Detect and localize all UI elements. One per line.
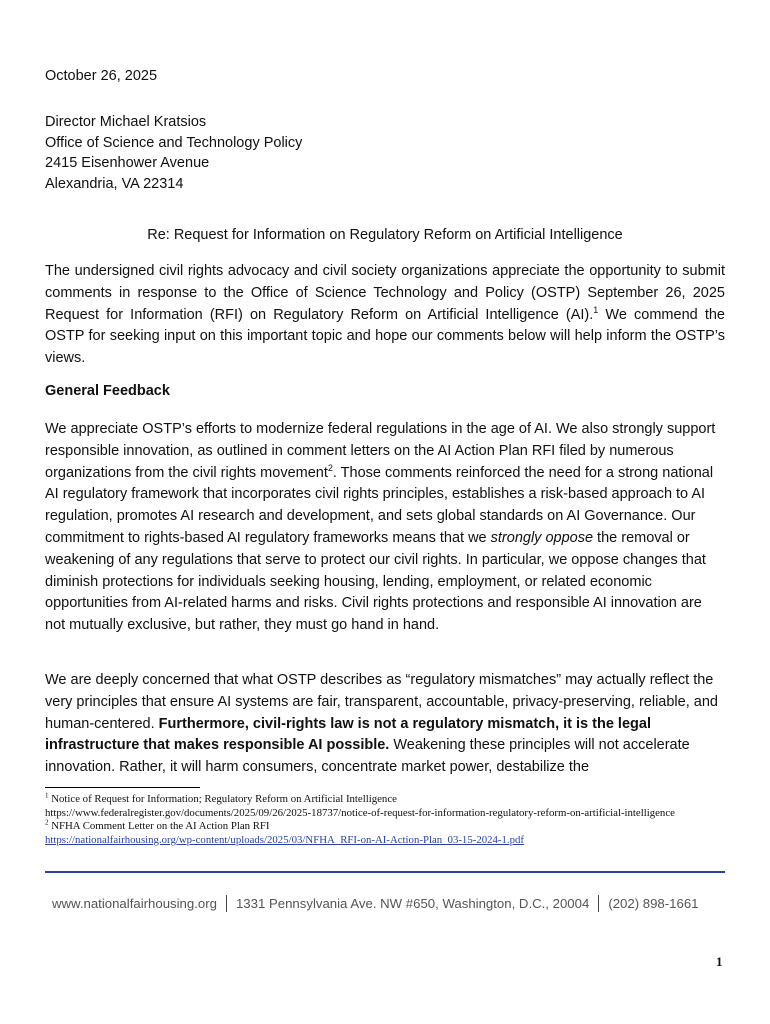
page-number: 1 bbox=[716, 954, 723, 969]
section-heading: General Feedback bbox=[45, 383, 170, 399]
intro-text-b: We commend the OSTP for seeking input on this important topic and hope our comments below will help inform the OSTP’s views. bbox=[45, 306, 725, 367]
concern-paragraph bbox=[45, 670, 725, 779]
recipient-name: Director Michael Kratsios bbox=[45, 114, 207, 130]
recipient-address bbox=[45, 112, 302, 194]
letter-date: October 26, 2025 bbox=[45, 68, 158, 84]
concern-text-a: We are deeply concerned that what OSTP describes as “regulatory mismatches” may actually reflect the very principles that ensure AI systems are fair, transparent, accountable, privacy-preserving, reliable, and human-centered. bbox=[45, 672, 718, 732]
footer-divider bbox=[45, 871, 725, 873]
footer-address: 1331 Pennsylvania Ave. NW #650, Washington, D.C., 20004 bbox=[235, 896, 590, 911]
footer-website[interactable]: www.nationalfairhousing.org bbox=[52, 896, 217, 911]
footnote-divider bbox=[45, 787, 200, 788]
feedback-paragraph bbox=[45, 419, 725, 637]
recipient-office: Office of Science and Technology Policy bbox=[45, 134, 303, 151]
footer-phone: (202) 898-1661 bbox=[608, 896, 699, 911]
footnotes bbox=[45, 787, 725, 847]
feedback-text-c: the removal or weakening of any regulations that serve to protect our civil rights. In particular, we oppose changes that diminish protections for individuals seeking housing, lending, employment, or related economic opportunities from AI-related harms and risks. Civil rights protections and responsible AI innovation are not mutually exclusive, but rather, they must go hand in hand. bbox=[45, 529, 706, 634]
footnote-2-link[interactable]: https://nationalfairhousing.org/wp-content/uploads/2025/03/NFHA_RFI-on-AI-Action-Plan_03-15-2024-1.pdf bbox=[45, 833, 525, 846]
footnote-1-url: https://www.federalregister.gov/documents/2025/09/26/2025-18737/notice-of-request-for-information-regulatory-reform-on-artificial-intelligence bbox=[45, 806, 675, 819]
footnote-ref-1: 1 bbox=[593, 304, 599, 315]
footnote-2-number: 2 bbox=[45, 818, 49, 827]
recipient-city: Alexandria, VA 22314 bbox=[45, 175, 184, 192]
subject-line: Re: Request for Information on Regulatory Reform on Artificial Intelligence bbox=[147, 227, 623, 243]
footnote-1 bbox=[45, 793, 725, 820]
emphasis-text: strongly oppose bbox=[490, 529, 594, 546]
letterhead-footer bbox=[52, 896, 699, 913]
footnote-1-title: Notice of Request for Information; Regulatory Reform on Artificial Intelligence bbox=[51, 793, 397, 805]
footnote-2-title: NFHA Comment Letter on the AI Action Plan RFI bbox=[51, 820, 270, 832]
footnote-ref-2: 2 bbox=[327, 462, 333, 473]
concern-bold-text: Furthermore, civil-rights law is not a regulatory mismatch, it is the legal infrastructure that makes responsible AI possible. bbox=[45, 715, 651, 754]
footer-separator bbox=[226, 895, 227, 912]
recipient-street: 2415 Eisenhower Avenue bbox=[45, 155, 210, 171]
feedback-text-a: We appreciate OSTP’s efforts to modernize federal regulations in the age of AI. We also strongly support responsible innovation, as outlined in comment letters on the AI Action Plan RFI filed by numerous organizations from the civil rights movement bbox=[45, 421, 716, 481]
intro-text-a: The undersigned civil rights advocacy and civil society organizations appreciate the opportunity to submit comments in response to the Office of Science Technology and Policy (OSTP) September 26, 2025 Request for Information (RFI) on Regulatory Reform on Artificial Intelligence (AI). bbox=[45, 263, 725, 323]
feedback-text-b: . Those comments reinforced the need for a strong national AI regulatory framework that incorporates civil rights principles, establishes a risk-based approach to AI regulation, promotes AI research and development, and sets global standards on AI Governance. Our commitment to rights-based AI regulatory frameworks means that we bbox=[45, 464, 714, 546]
concern-text-b: Weakening these principles will not accelerate innovation. Rather, it will harm consumers, concentrate market power, destabilize the bbox=[45, 737, 690, 776]
footer-separator bbox=[598, 895, 599, 912]
footnote-2 bbox=[45, 820, 725, 847]
intro-paragraph bbox=[45, 261, 725, 370]
footnote-1-number: 1 bbox=[45, 791, 49, 800]
